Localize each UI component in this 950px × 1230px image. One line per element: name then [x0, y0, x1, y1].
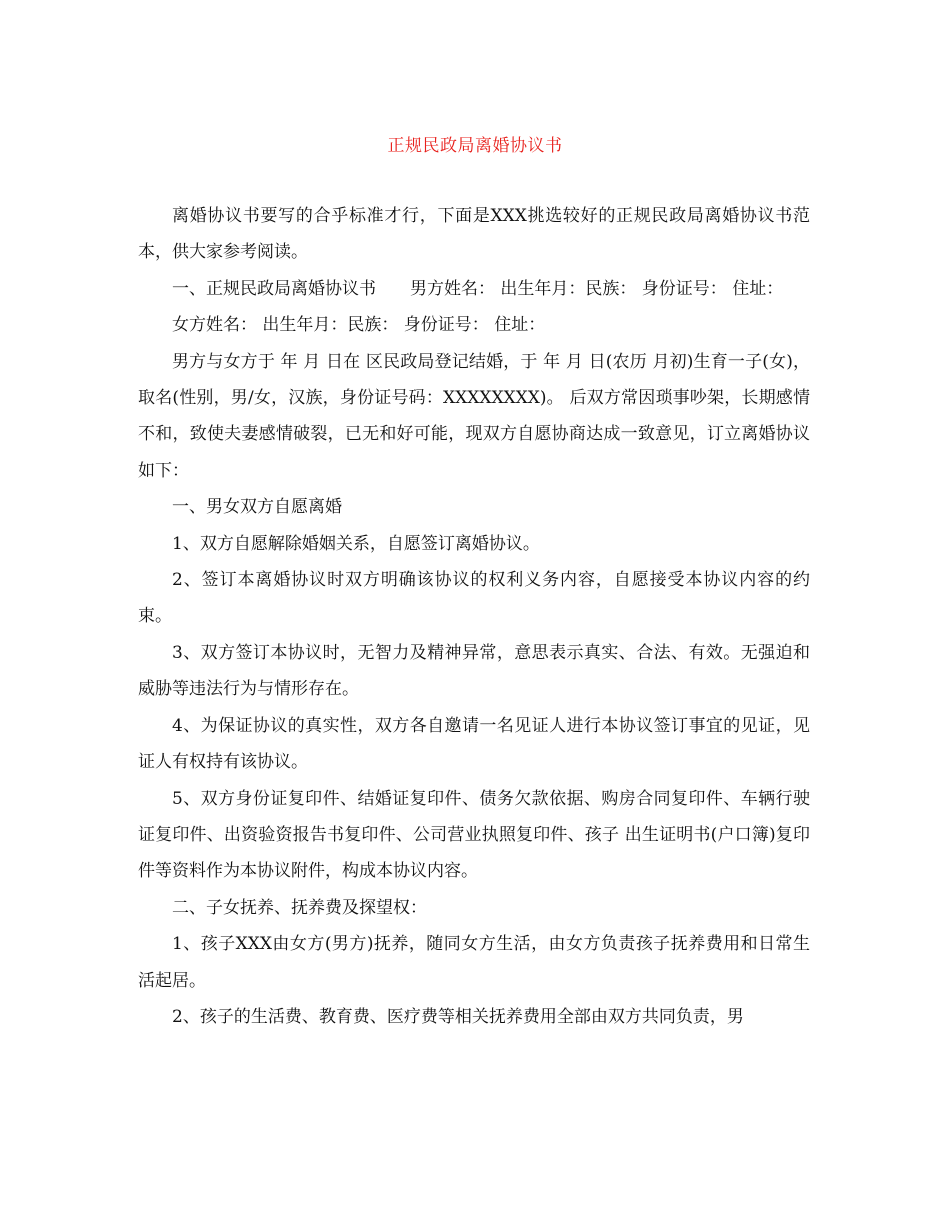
- section-heading-children: 二、子女抚养、抚养费及探望权：: [172, 897, 427, 918]
- clause-2: 2、签订本离婚协议时双方明确该协议的权利义务内容，自愿接受本协议内容的约束。: [138, 570, 810, 627]
- children-clause-1: 1、孩子XXX由女方(男方)抚养，随同女方生活，由女方负责孩子抚养费用和日常生活起居。: [138, 934, 810, 991]
- paragraph-male-info: 一、正规民政局离婚协议书 男方姓名： 出生年月：民族： 身份证号： 住址：: [172, 278, 784, 299]
- clause-4: 4、为保证协议的真实性，双方各自邀请一名见证人进行本协议签订事宜的见证，见证人有权持有该协议。: [138, 715, 810, 773]
- document-body: [138, 198, 810, 1035]
- children-clause-2: 2、孩子的生活费、教育费、医疗费等相关抚养费用全部由双方共同负责，男: [172, 1006, 744, 1027]
- clause-3: 3、双方签订本协议时，无智力及精神异常，意思表示真实、合法、有效。无强迫和威胁等违法行为与情形存在。: [138, 642, 810, 700]
- paragraph-marriage-background: 男方与女方于 年 月 日在 区民政局登记结婚，于 年 月 日(农历 月初)生育一子(女)，取名(性别，男/女，汉族，身份证号码：XXXXXXXX)。 后双方常因琐事吵架，长期感情不和，致使夫妻感情破裂，已无和好可能，现双方自愿协商达成一致意见，订立离婚协议如下：: [138, 351, 810, 481]
- clause-5: 5、双方身份证复印件、结婚证复印件、债务欠款依据、购房合同复印件、车辆行驶证复印件、出资验资报告书复印件、公司营业执照复印件、孩子 出生证明书(户口簿)复印件等资料作为本协议附件，构成本协议内容。: [138, 788, 810, 882]
- clause-1: 1、双方自愿解除婚姻关系，自愿签订离婚协议。: [172, 533, 540, 554]
- paragraph-female-info: 女方姓名： 出生年月：民族： 身份证号： 住址：: [172, 315, 546, 336]
- document-title: 正规民政局离婚协议书: [387, 136, 563, 156]
- paragraph-intro: 离婚协议书要写的合乎标准才行，下面是XXX挑选较好的正规民政局离婚协议书范本，供大家参考阅读。: [138, 206, 810, 263]
- section-heading-divorce: 一、男女双方自愿离婚: [172, 497, 342, 518]
